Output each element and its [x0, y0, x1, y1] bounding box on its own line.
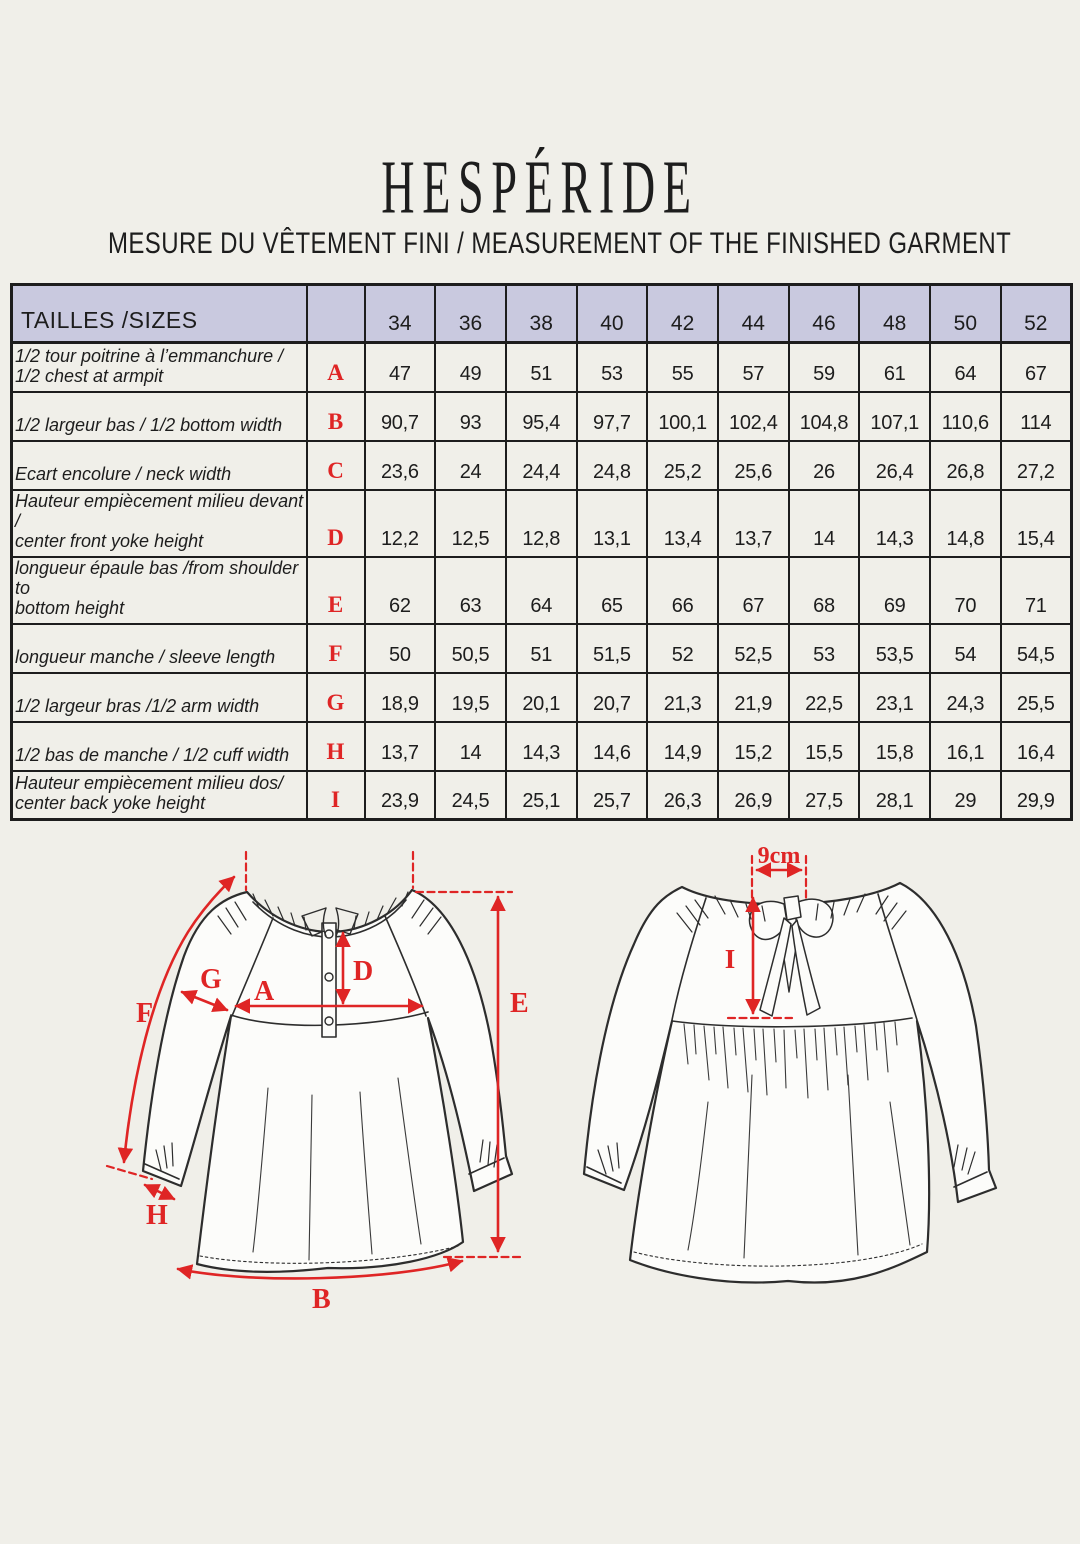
measure-value: 24,4	[506, 441, 577, 490]
measure-value: 12,5	[435, 490, 506, 557]
size-column-header: 46	[789, 285, 860, 343]
measure-value: 55	[647, 343, 718, 392]
measure-value: 14	[435, 722, 506, 771]
table-row	[12, 722, 1072, 771]
measure-value: 51	[506, 624, 577, 673]
measure-value: 15,4	[1001, 490, 1072, 557]
front-view-technical-drawing	[60, 840, 560, 1340]
measure-value: 24	[435, 441, 506, 490]
measure-value: 65	[577, 557, 648, 624]
measure-value: 16,4	[1001, 722, 1072, 771]
sizes-header-label: TAILLES /SIZES	[12, 285, 307, 343]
measure-value: 25,2	[647, 441, 718, 490]
measure-letter: B	[307, 392, 365, 441]
size-column-header: 42	[647, 285, 718, 343]
table-row	[12, 441, 1072, 490]
measure-value: 100,1	[647, 392, 718, 441]
measure-letter: F	[307, 624, 365, 673]
measure-value: 14,8	[930, 490, 1001, 557]
measure-value: 68	[789, 557, 860, 624]
size-column-header: 38	[506, 285, 577, 343]
measure-value: 21,9	[718, 673, 789, 722]
measure-value: 67	[1001, 343, 1072, 392]
measure-value: 59	[789, 343, 860, 392]
measure-value: 50,5	[435, 624, 506, 673]
measure-value: 24,5	[435, 771, 506, 820]
measure-value: 61	[859, 343, 930, 392]
measure-label: longueur épaule bas /from shoulder to bottom height	[12, 557, 307, 624]
measure-value: 50	[365, 624, 436, 673]
measure-value: 114	[1001, 392, 1072, 441]
measure-letter: H	[307, 722, 365, 771]
measure-value: 14,3	[859, 490, 930, 557]
measure-label-D: D	[353, 956, 374, 987]
measure-label: 1/2 bas de manche / 1/2 cuff width	[12, 722, 307, 771]
measure-value: 12,2	[365, 490, 436, 557]
measure-value: 67	[718, 557, 789, 624]
size-column-header: 52	[1001, 285, 1072, 343]
measure-value: 13,1	[577, 490, 648, 557]
table-row	[12, 624, 1072, 673]
measure-letter: I	[307, 771, 365, 820]
measure-value: 51	[506, 343, 577, 392]
measure-label: longueur manche / sleeve length	[12, 624, 307, 673]
measure-value: 110,6	[930, 392, 1001, 441]
measure-value: 26,8	[930, 441, 1001, 490]
measure-value: 64	[930, 343, 1001, 392]
measure-value: 25,7	[577, 771, 648, 820]
measurement-table	[10, 283, 1073, 821]
measure-value: 20,7	[577, 673, 648, 722]
table-row	[12, 771, 1072, 820]
measure-value: 16,1	[930, 722, 1001, 771]
measure-label: Hauteur empiècement milieu dos/ center back yoke height	[12, 771, 307, 820]
measure-value: 27,2	[1001, 441, 1072, 490]
measure-value: 95,4	[506, 392, 577, 441]
measure-value: 15,8	[859, 722, 930, 771]
measure-value: 15,5	[789, 722, 860, 771]
measure-value: 90,7	[365, 392, 436, 441]
measure-value: 14,6	[577, 722, 648, 771]
measure-letter: C	[307, 441, 365, 490]
back-view-technical-drawing	[560, 840, 1040, 1340]
measure-label: 1/2 tour poitrine à l’emmanchure / 1/2 chest at armpit	[12, 343, 307, 392]
measure-value: 93	[435, 392, 506, 441]
measure-value: 26,9	[718, 771, 789, 820]
measure-value: 25,1	[506, 771, 577, 820]
measure-label-G: G	[200, 964, 222, 995]
table-row	[12, 343, 1072, 392]
measure-value: 14	[789, 490, 860, 557]
measure-value: 102,4	[718, 392, 789, 441]
back-garment-outline	[584, 883, 996, 1283]
measure-value: 15,2	[718, 722, 789, 771]
measure-value: 70	[930, 557, 1001, 624]
measure-value: 26,3	[647, 771, 718, 820]
measure-value: 27,5	[789, 771, 860, 820]
size-column-header: 48	[859, 285, 930, 343]
measure-value: 14,3	[506, 722, 577, 771]
measure-label-F: F	[136, 998, 154, 1029]
measure-value: 22,5	[789, 673, 860, 722]
measure-value: 19,5	[435, 673, 506, 722]
measure-arrow-H	[145, 1185, 174, 1199]
measure-value: 29,9	[1001, 771, 1072, 820]
measure-value: 26,4	[859, 441, 930, 490]
back-neck-width-label: 9cm	[757, 843, 801, 869]
measure-value: 23,6	[365, 441, 436, 490]
measure-label: 1/2 largeur bras /1/2 arm width	[12, 673, 307, 722]
measure-letter: E	[307, 557, 365, 624]
measure-value: 49	[435, 343, 506, 392]
letter-column-header	[307, 285, 365, 343]
table-row	[12, 673, 1072, 722]
measure-value: 13,4	[647, 490, 718, 557]
measure-value: 97,7	[577, 392, 648, 441]
measure-value: 13,7	[365, 722, 436, 771]
measure-letter: G	[307, 673, 365, 722]
measure-value: 14,9	[647, 722, 718, 771]
measure-value: 53	[577, 343, 648, 392]
table-row	[12, 557, 1072, 624]
table-row	[12, 392, 1072, 441]
measure-label-A: A	[254, 976, 275, 1007]
measure-value: 24,8	[577, 441, 648, 490]
measure-label-E: E	[510, 988, 529, 1019]
measure-value: 63	[435, 557, 506, 624]
measure-value: 51,5	[577, 624, 648, 673]
measure-value: 104,8	[789, 392, 860, 441]
page-title: HESPÉRIDE	[381, 144, 699, 230]
measure-label-I: I	[724, 944, 736, 974]
measure-value: 13,7	[718, 490, 789, 557]
table-row	[12, 490, 1072, 557]
measure-value: 64	[506, 557, 577, 624]
measure-value: 18,9	[365, 673, 436, 722]
measure-value: 52	[647, 624, 718, 673]
measure-value: 47	[365, 343, 436, 392]
measure-label: 1/2 largeur bas / 1/2 bottom width	[12, 392, 307, 441]
measure-label-B: B	[312, 1284, 331, 1315]
measure-value: 25,6	[718, 441, 789, 490]
size-column-header: 50	[930, 285, 1001, 343]
measure-value: 54,5	[1001, 624, 1072, 673]
measure-value: 20,1	[506, 673, 577, 722]
measure-value: 69	[859, 557, 930, 624]
size-column-header: 36	[435, 285, 506, 343]
size-column-header: 44	[718, 285, 789, 343]
measure-value: 25,5	[1001, 673, 1072, 722]
measure-value: 28,1	[859, 771, 930, 820]
measure-value: 12,8	[506, 490, 577, 557]
measure-value: 53	[789, 624, 860, 673]
measure-value: 23,1	[859, 673, 930, 722]
measure-value: 66	[647, 557, 718, 624]
measure-letter: A	[307, 343, 365, 392]
measure-value: 62	[365, 557, 436, 624]
front-garment-outline	[143, 890, 512, 1272]
measure-label-H: H	[146, 1200, 168, 1231]
measure-value: 53,5	[859, 624, 930, 673]
measure-label: Hauteur empiècement milieu devant / center front yoke height	[12, 490, 307, 557]
measure-value: 24,3	[930, 673, 1001, 722]
measure-value: 23,9	[365, 771, 436, 820]
measure-value: 54	[930, 624, 1001, 673]
size-column-header: 34	[365, 285, 436, 343]
measure-value: 21,3	[647, 673, 718, 722]
table-header-row	[12, 285, 1072, 343]
measure-value: 107,1	[859, 392, 930, 441]
measure-value: 71	[1001, 557, 1072, 624]
measure-value: 26	[789, 441, 860, 490]
measure-value: 29	[930, 771, 1001, 820]
size-column-header: 40	[577, 285, 648, 343]
measure-value: 52,5	[718, 624, 789, 673]
page-subtitle: MESURE DU VÊTEMENT FINI / MEASUREMENT OF THE FINISHED GARMENT	[108, 227, 1012, 260]
measure-letter: D	[307, 490, 365, 557]
measure-value: 57	[718, 343, 789, 392]
measure-label: Ecart encolure / neck width	[12, 441, 307, 490]
